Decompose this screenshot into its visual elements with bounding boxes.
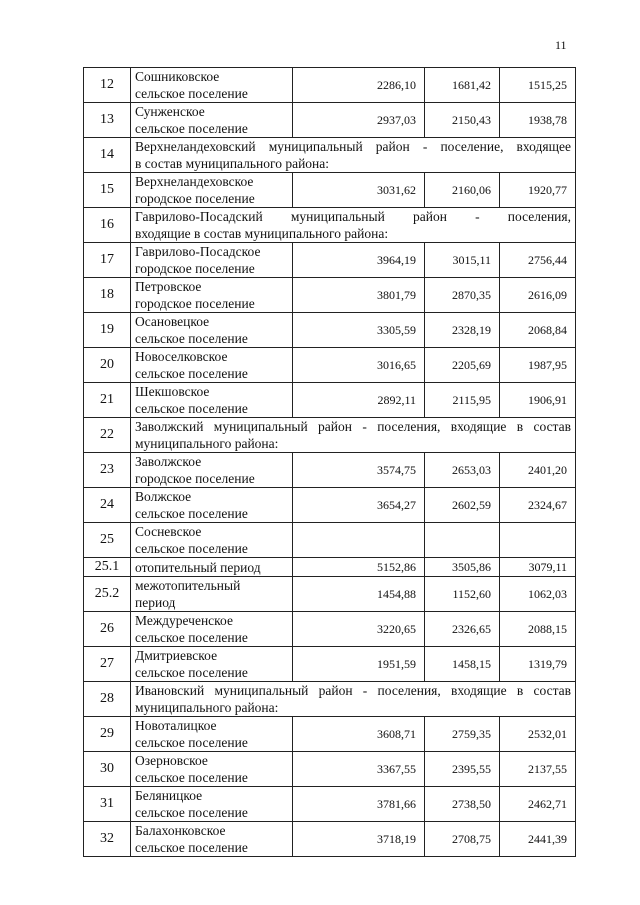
value-cell-v3: 1906,91 [500, 383, 576, 418]
settlement-name-line: сельское поселение [135, 805, 248, 820]
settlement-name [131, 787, 293, 822]
value-cell-v2: 3015,11 [425, 243, 500, 278]
settlement-name-line: сельское поселение [135, 541, 248, 556]
settlement-name-line: Беляницкое [135, 788, 203, 803]
value-cell-v3: 1987,95 [500, 348, 576, 383]
row-number: 32 [84, 822, 131, 857]
settlement-name-line: Шекшовское [135, 384, 210, 399]
value-cell-v1: 1454,88 [293, 577, 425, 612]
settlement-name-line: отопительный период [135, 559, 261, 575]
settlement-name-line: Озерновское [135, 753, 208, 768]
settlement-name [131, 383, 293, 418]
table-row [84, 752, 576, 787]
value-cell-v2: 2653,03 [425, 453, 500, 488]
value-cell-v2 [425, 523, 500, 558]
value-cell-v3: 2068,84 [500, 313, 576, 348]
settlement-name [131, 278, 293, 313]
value-cell-v1: 3654,27 [293, 488, 425, 523]
value-cell-v2: 1681,42 [425, 68, 500, 103]
row-number: 27 [84, 647, 131, 682]
value-cell-v2: 2738,50 [425, 787, 500, 822]
row-number: 25 [84, 523, 131, 558]
settlement-name-line: период [135, 595, 176, 610]
value-cell-v2: 1458,15 [425, 647, 500, 682]
section-header-row [84, 208, 576, 243]
settlement-name-line: Новоталицкое [135, 718, 217, 733]
settlement-name-line: сельское поселение [135, 86, 248, 101]
row-number: 22 [84, 418, 131, 453]
district-header-line: входящие в состав муниципального района: [135, 226, 389, 241]
settlement-name [131, 68, 293, 103]
settlement-name-line: Сошниковское [135, 69, 220, 84]
settlement-name-line: сельское поселение [135, 401, 248, 416]
settlement-name-line: сельское поселение [135, 121, 248, 136]
value-cell-v2: 2160,06 [425, 173, 500, 208]
settlement-name-line: Осановецкое [135, 314, 210, 329]
district-header [131, 208, 576, 243]
tariff-table [83, 67, 576, 857]
settlement-name-line: межотопительный [135, 578, 241, 593]
value-cell-v1: 3220,65 [293, 612, 425, 647]
district-header-line: муниципального района: [135, 700, 279, 715]
settlement-name-line: Волжское [135, 489, 192, 504]
section-header-row [84, 682, 576, 717]
table-row [84, 313, 576, 348]
value-cell-v1: 3608,71 [293, 717, 425, 752]
row-number: 20 [84, 348, 131, 383]
value-cell-v2: 2326,65 [425, 612, 500, 647]
settlement-name-line: Верхнеландеховское [135, 174, 254, 189]
value-cell-v1: 5152,86 [293, 558, 425, 577]
settlement-name [131, 313, 293, 348]
value-cell-v1: 3031,62 [293, 173, 425, 208]
row-number: 23 [84, 453, 131, 488]
table-row [84, 822, 576, 857]
table-row [84, 577, 576, 612]
table-row [84, 348, 576, 383]
value-cell-v1: 3574,75 [293, 453, 425, 488]
value-cell-v3: 1920,77 [500, 173, 576, 208]
value-cell-v1: 3964,19 [293, 243, 425, 278]
district-header-line: Верхнеландеховский муниципальный район - поселение, входящее [135, 139, 571, 154]
settlement-name-line: сельское поселение [135, 331, 248, 346]
settlement-name [131, 558, 293, 577]
value-cell-v3: 2441,39 [500, 822, 576, 857]
settlement-name-line: городское поселение [135, 471, 255, 486]
row-number: 19 [84, 313, 131, 348]
section-header-row [84, 418, 576, 453]
row-number: 17 [84, 243, 131, 278]
settlement-name-line: сельское поселение [135, 506, 248, 521]
value-cell-v2: 2602,59 [425, 488, 500, 523]
value-cell-v2: 2328,19 [425, 313, 500, 348]
row-number: 25.2 [84, 577, 131, 612]
settlement-name-line: городское поселение [135, 296, 255, 311]
value-cell-v2: 2205,69 [425, 348, 500, 383]
table-row [84, 173, 576, 208]
value-cell-v3: 2324,67 [500, 488, 576, 523]
settlement-name [131, 752, 293, 787]
page-number: 11 [555, 38, 567, 52]
row-number: 31 [84, 787, 131, 822]
value-cell-v3: 2616,09 [500, 278, 576, 313]
table-row [84, 558, 576, 577]
settlement-name [131, 523, 293, 558]
table-row [84, 488, 576, 523]
value-cell-v3: 1319,79 [500, 647, 576, 682]
value-cell-v1: 3801,79 [293, 278, 425, 313]
settlement-name-line: сельское поселение [135, 840, 248, 855]
row-number: 15 [84, 173, 131, 208]
row-number: 25.1 [84, 558, 131, 577]
value-cell-v3: 3079,11 [500, 558, 576, 577]
row-number: 12 [84, 68, 131, 103]
row-number: 24 [84, 488, 131, 523]
table-row [84, 243, 576, 278]
settlement-name-line: Междуреченское [135, 613, 233, 628]
settlement-name-line: Балахонковское [135, 823, 226, 838]
settlement-name [131, 612, 293, 647]
settlement-name-line: Новоселковское [135, 349, 228, 364]
table-row [84, 717, 576, 752]
value-cell-v3: 2756,44 [500, 243, 576, 278]
value-cell-v3: 1515,25 [500, 68, 576, 103]
value-cell-v2: 1152,60 [425, 577, 500, 612]
value-cell-v1: 3781,66 [293, 787, 425, 822]
district-header-line: Ивановский муниципальный район - поселения, входящие в состав [135, 683, 571, 698]
value-cell-v2: 2708,75 [425, 822, 500, 857]
settlement-name-line: сельское поселение [135, 366, 248, 381]
settlement-name-line: сельское поселение [135, 630, 248, 645]
value-cell-v2: 2870,35 [425, 278, 500, 313]
value-cell-v3: 2462,71 [500, 787, 576, 822]
value-cell-v1: 3718,19 [293, 822, 425, 857]
settlement-name-line: Гаврилово-Посадское [135, 244, 261, 259]
value-cell-v3 [500, 523, 576, 558]
table-row [84, 787, 576, 822]
value-cell-v2: 2115,95 [425, 383, 500, 418]
value-cell-v1: 3367,55 [293, 752, 425, 787]
settlement-name-line: сельское поселение [135, 770, 248, 785]
settlement-name-line: сельское поселение [135, 735, 248, 750]
district-header-line: Гаврилово-Посадский муниципальный район - поселения, [135, 209, 571, 224]
row-number: 29 [84, 717, 131, 752]
settlement-name-line: Дмитриевское [135, 648, 218, 663]
settlement-name-line: Сунженское [135, 104, 205, 119]
settlement-name [131, 453, 293, 488]
settlement-name-line: городское поселение [135, 191, 255, 206]
value-cell-v1: 3305,59 [293, 313, 425, 348]
value-cell-v3: 2137,55 [500, 752, 576, 787]
value-cell-v2: 3505,86 [425, 558, 500, 577]
value-cell-v3: 1062,03 [500, 577, 576, 612]
settlement-name [131, 348, 293, 383]
row-number: 18 [84, 278, 131, 313]
value-cell-v1: 2286,10 [293, 68, 425, 103]
row-number: 14 [84, 138, 131, 173]
settlement-name-line: Петровское [135, 279, 202, 294]
value-cell-v3: 2088,15 [500, 612, 576, 647]
value-cell-v2: 2759,35 [425, 717, 500, 752]
table-row [84, 383, 576, 418]
settlement-name-line: Заволжское [135, 454, 202, 469]
settlement-name [131, 173, 293, 208]
value-cell-v3: 1938,78 [500, 103, 576, 138]
district-header [131, 682, 576, 717]
settlement-name-line: сельское поселение [135, 665, 248, 680]
table-row [84, 523, 576, 558]
district-header [131, 418, 576, 453]
row-number: 13 [84, 103, 131, 138]
settlement-name-line: городское поселение [135, 261, 255, 276]
value-cell-v2: 2395,55 [425, 752, 500, 787]
value-cell-v1: 3016,65 [293, 348, 425, 383]
row-number: 21 [84, 383, 131, 418]
table-row [84, 103, 576, 138]
table-row [84, 453, 576, 488]
value-cell-v1 [293, 523, 425, 558]
value-cell-v1: 2892,11 [293, 383, 425, 418]
district-header-line: муниципального района: [135, 436, 279, 451]
table-row [84, 647, 576, 682]
table-row [84, 278, 576, 313]
value-cell-v3: 2532,01 [500, 717, 576, 752]
value-cell-v1: 1951,59 [293, 647, 425, 682]
table-row [84, 612, 576, 647]
row-number: 28 [84, 682, 131, 717]
settlement-name [131, 647, 293, 682]
settlement-name [131, 577, 293, 612]
district-header-line: в состав муниципального района: [135, 156, 330, 171]
settlement-name [131, 103, 293, 138]
row-number: 30 [84, 752, 131, 787]
value-cell-v3: 2401,20 [500, 453, 576, 488]
tariff-table-body [84, 68, 576, 857]
district-header-line: Заволжский муниципальный район - поселения, входящие в состав [135, 419, 571, 434]
district-header [131, 138, 576, 173]
section-header-row [84, 138, 576, 173]
settlement-name [131, 488, 293, 523]
settlement-name [131, 717, 293, 752]
settlement-name [131, 243, 293, 278]
row-number: 26 [84, 612, 131, 647]
row-number: 16 [84, 208, 131, 243]
settlement-name-line: Сосневское [135, 524, 202, 539]
value-cell-v1: 2937,03 [293, 103, 425, 138]
settlement-name [131, 822, 293, 857]
value-cell-v2: 2150,43 [425, 103, 500, 138]
table-row [84, 68, 576, 103]
